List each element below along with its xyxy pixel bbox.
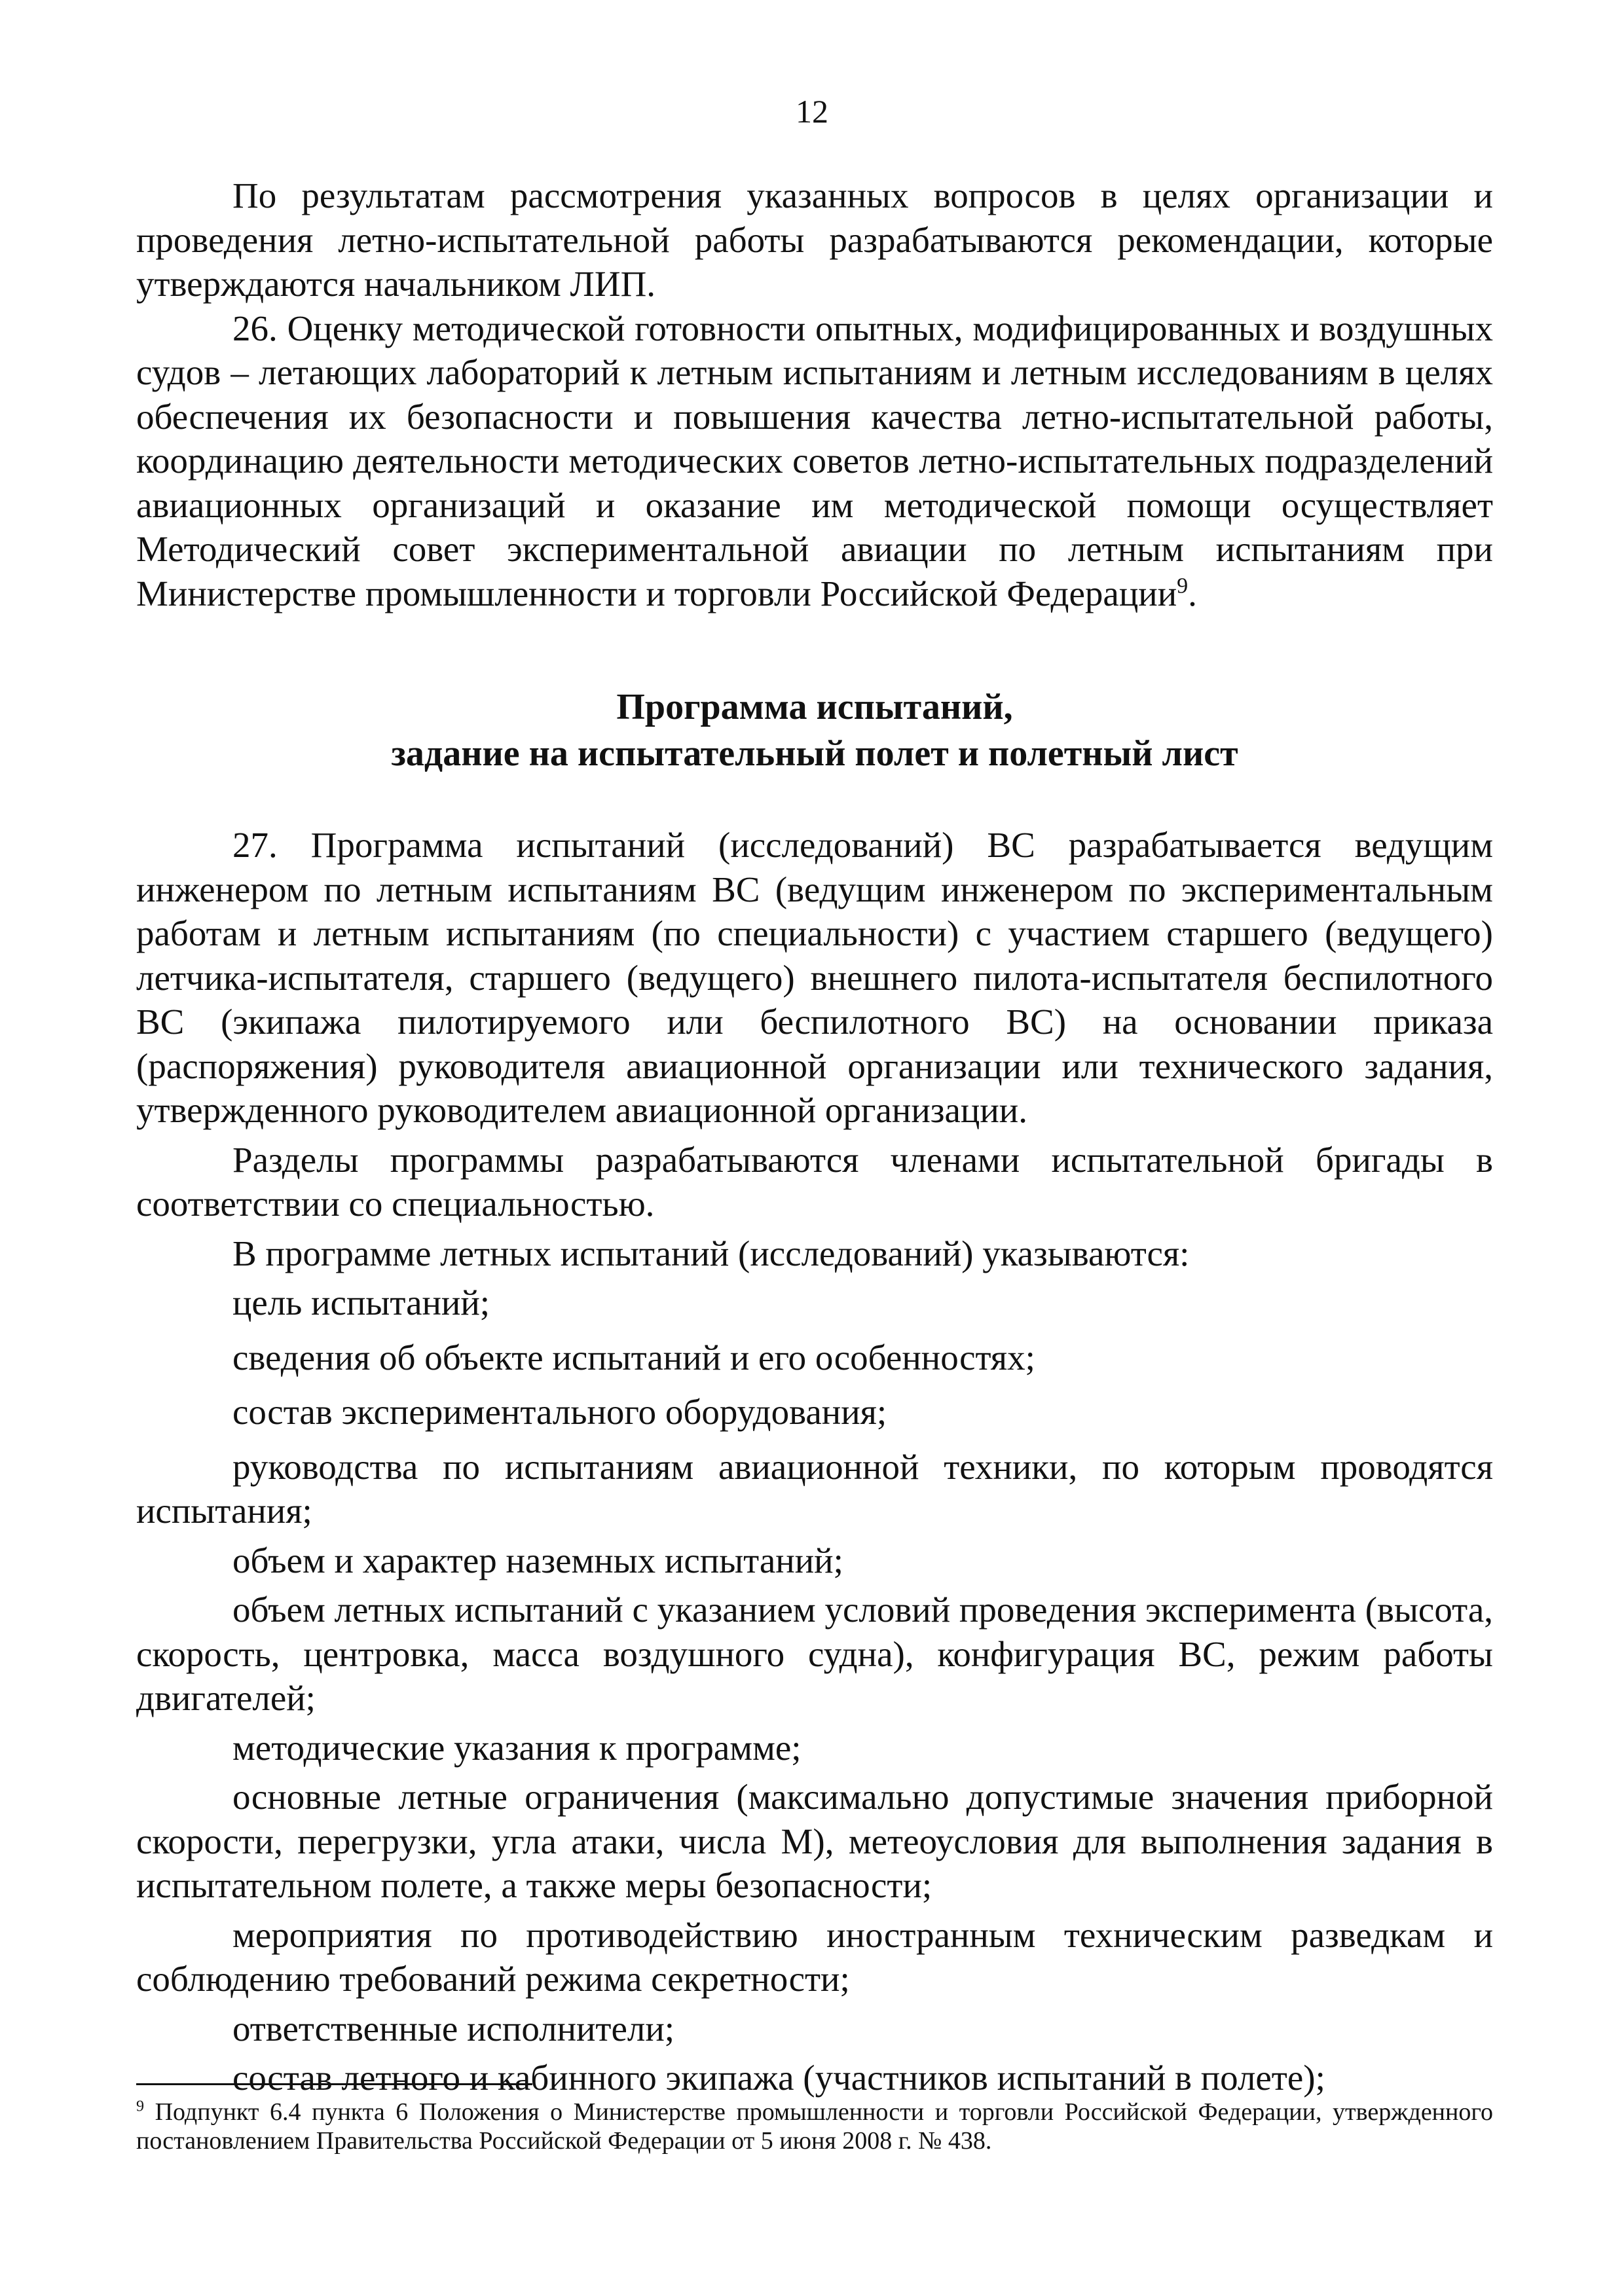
- footnote-divider: [136, 2083, 532, 2085]
- list-item: состав летного и кабинного экипажа (участников испытаний в полете);: [232, 2058, 1325, 2098]
- list-item: мероприятия по противодействию иностранным техническим разведкам и соблюдению требований режима секретности;: [136, 1914, 1493, 1999]
- footnote-mark: 9: [136, 2098, 144, 2115]
- paragraph-program-sections: Разделы программы разрабатываются членами испытательной бригады в соответствии со специальностью.: [136, 1139, 1493, 1224]
- page-number: 12: [796, 93, 828, 130]
- list-item: сведения об объекте испытаний и его особенностях;: [232, 1337, 1035, 1377]
- section-heading-line-2: задание на испытательный полет и полетный лист: [391, 733, 1238, 774]
- list-item: основные летные ограничения (максимально допустимые значения приборной скорости, перегрузки, угла атаки, числа М), метеоусловия для выполнения задания в испытательном полете, а также меры безопасности;: [136, 1777, 1493, 1905]
- list-item: руководства по испытаниям авиационной техники, по которым проводятся испытания;: [136, 1446, 1493, 1531]
- list-item: состав экспериментального оборудования;: [232, 1392, 887, 1432]
- paragraph-26-end: .: [1188, 573, 1197, 613]
- section-heading-line-1: Программа испытаний,: [616, 687, 1013, 727]
- list-item: объем летных испытаний с указанием условий проведения эксперимента (высота, скорость, центровка, масса воздушного судна), конфигурация ВС, режим работы двигателей;: [136, 1590, 1493, 1718]
- paragraph-26-text: 26. Оценку методической готовности опытных, модифицированных и воздушных судов – летающих лабораторий к летным испытаниям и летным исследованиям в целях обеспечения их безопасности и повышения качества летно-испытательной работы, координацию деятельности методических советов летно-испытательных подразделений авиационных организаций и оказание им методической помощи осуществляет Методический совет экспериментальной авиации по летным испытаниям при Министерстве промышленности и торговли Российской Федерации: [136, 308, 1493, 613]
- footnote-reference: 9: [1177, 574, 1189, 598]
- paragraph-program-contents-intro: В программе летных испытаний (исследований) указываются:: [232, 1233, 1190, 1273]
- list-item: ответственные исполнители;: [232, 2008, 675, 2049]
- document-body: [136, 173, 1493, 2100]
- paragraph-27: 27. Программа испытаний (исследований) ВС разрабатывается ведущим инженером по летным испытаниям ВС (ведущим инженером по экспериментальным работам и летным испытаниям (по специальности) с участием старшего (ведущего) летчика-испытателя, старшего (ведущего) внешнего пилота-испытателя беспилотного ВС (экипажа пилотируемого или беспилотного ВС) на основании приказа (распоряжения) руководителя авиационной организации или технического задания, утвержденного руководителем авиационной организации.: [136, 825, 1493, 1130]
- section-heading: [136, 684, 1493, 777]
- footnote: [136, 2098, 1493, 2155]
- paragraph-recommendations: По результатам рассмотрения указанных вопросов в целях организации и проведения летно-испытательной работы разрабатываются рекомендации, которые утверждаются начальником ЛИП.: [136, 175, 1493, 304]
- list-item: методические указания к программе;: [232, 1727, 802, 1768]
- paragraph-26: [136, 306, 1493, 616]
- footnote-text: Подпункт 6.4 пункта 6 Положения о Министерстве промышленности и торговли Российской Федерации, утвержденного постановлением Правительства Российской Федерации от 5 июня 2008 г. № 438.: [136, 2098, 1493, 2155]
- list-item: объем и характер наземных испытаний;: [232, 1540, 843, 1580]
- list-item: цель испытаний;: [232, 1283, 490, 1322]
